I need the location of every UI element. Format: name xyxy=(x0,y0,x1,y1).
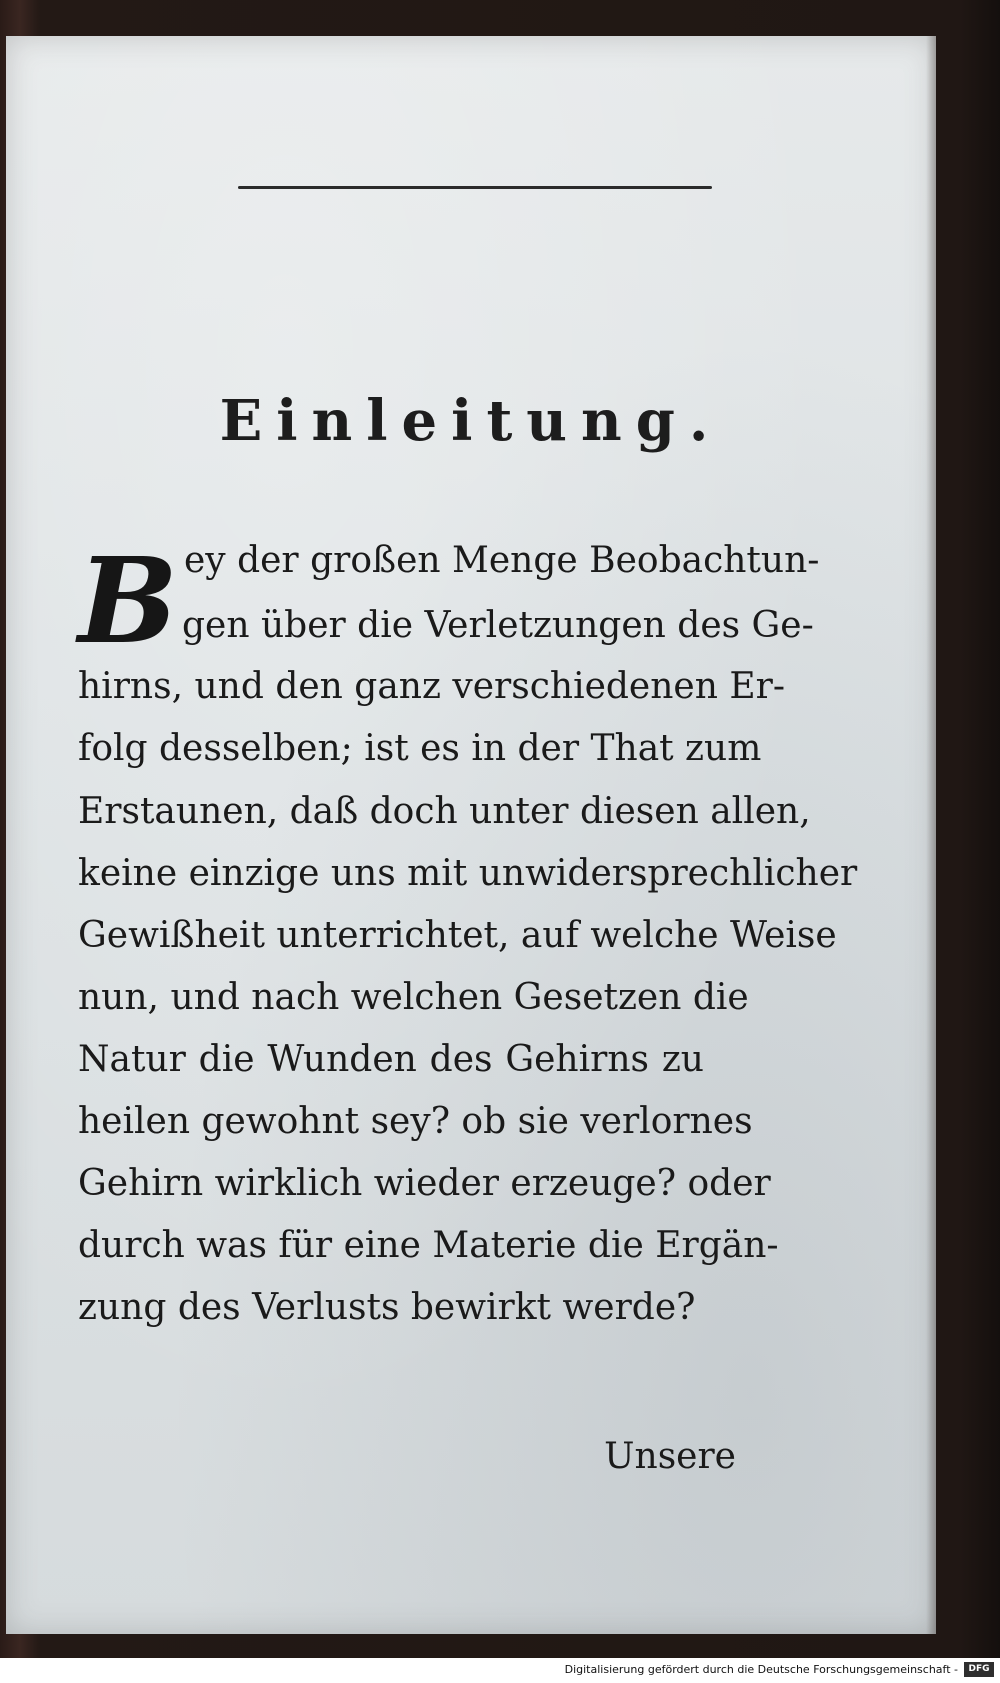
catchword: Unsere xyxy=(604,1436,736,1477)
text-line: Natur die Wunden des Gehirns zu xyxy=(78,1039,704,1080)
page-edge-shadow xyxy=(926,36,936,1634)
text-line: keine einzige uns mit unwidersprechlicher xyxy=(78,853,858,894)
digitization-footer xyxy=(0,1658,1000,1683)
text-line: Gehirn wirklich wieder erzeuge? oder xyxy=(78,1163,771,1204)
text-line: heilen gewohnt sey? ob sie verlornes xyxy=(78,1101,753,1142)
text-line: gen über die Verletzungen des Ge- xyxy=(182,605,814,646)
text-line: hirns, und den ganz verschiedenen Er- xyxy=(78,666,786,707)
text-line: durch was für eine Materie die Ergän- xyxy=(78,1225,779,1266)
page-heading: Einleitung. xyxy=(219,388,723,454)
dfg-logo-icon: DFG xyxy=(964,1662,994,1677)
text-line: zung des Verlusts bewirkt werde? xyxy=(78,1287,696,1328)
text-line: Gewißheit unterrichtet, auf welche Weise xyxy=(78,915,837,956)
text-line: nun, und nach welchen Gesetzen die xyxy=(78,977,749,1018)
text-line: Erstaunen, daß doch unter diesen allen, xyxy=(78,791,811,832)
text-line: ey der großen Menge Beobachtun- xyxy=(184,540,820,581)
footer-credit: Digitalisierung gefördert durch die Deutsche Forschungsgemeinschaft - xyxy=(564,1663,958,1676)
book-page xyxy=(6,36,936,1634)
header-rule xyxy=(238,186,712,189)
text-line: folg desselben; ist es in der That zum xyxy=(78,728,762,769)
drop-cap: B xyxy=(78,531,178,670)
